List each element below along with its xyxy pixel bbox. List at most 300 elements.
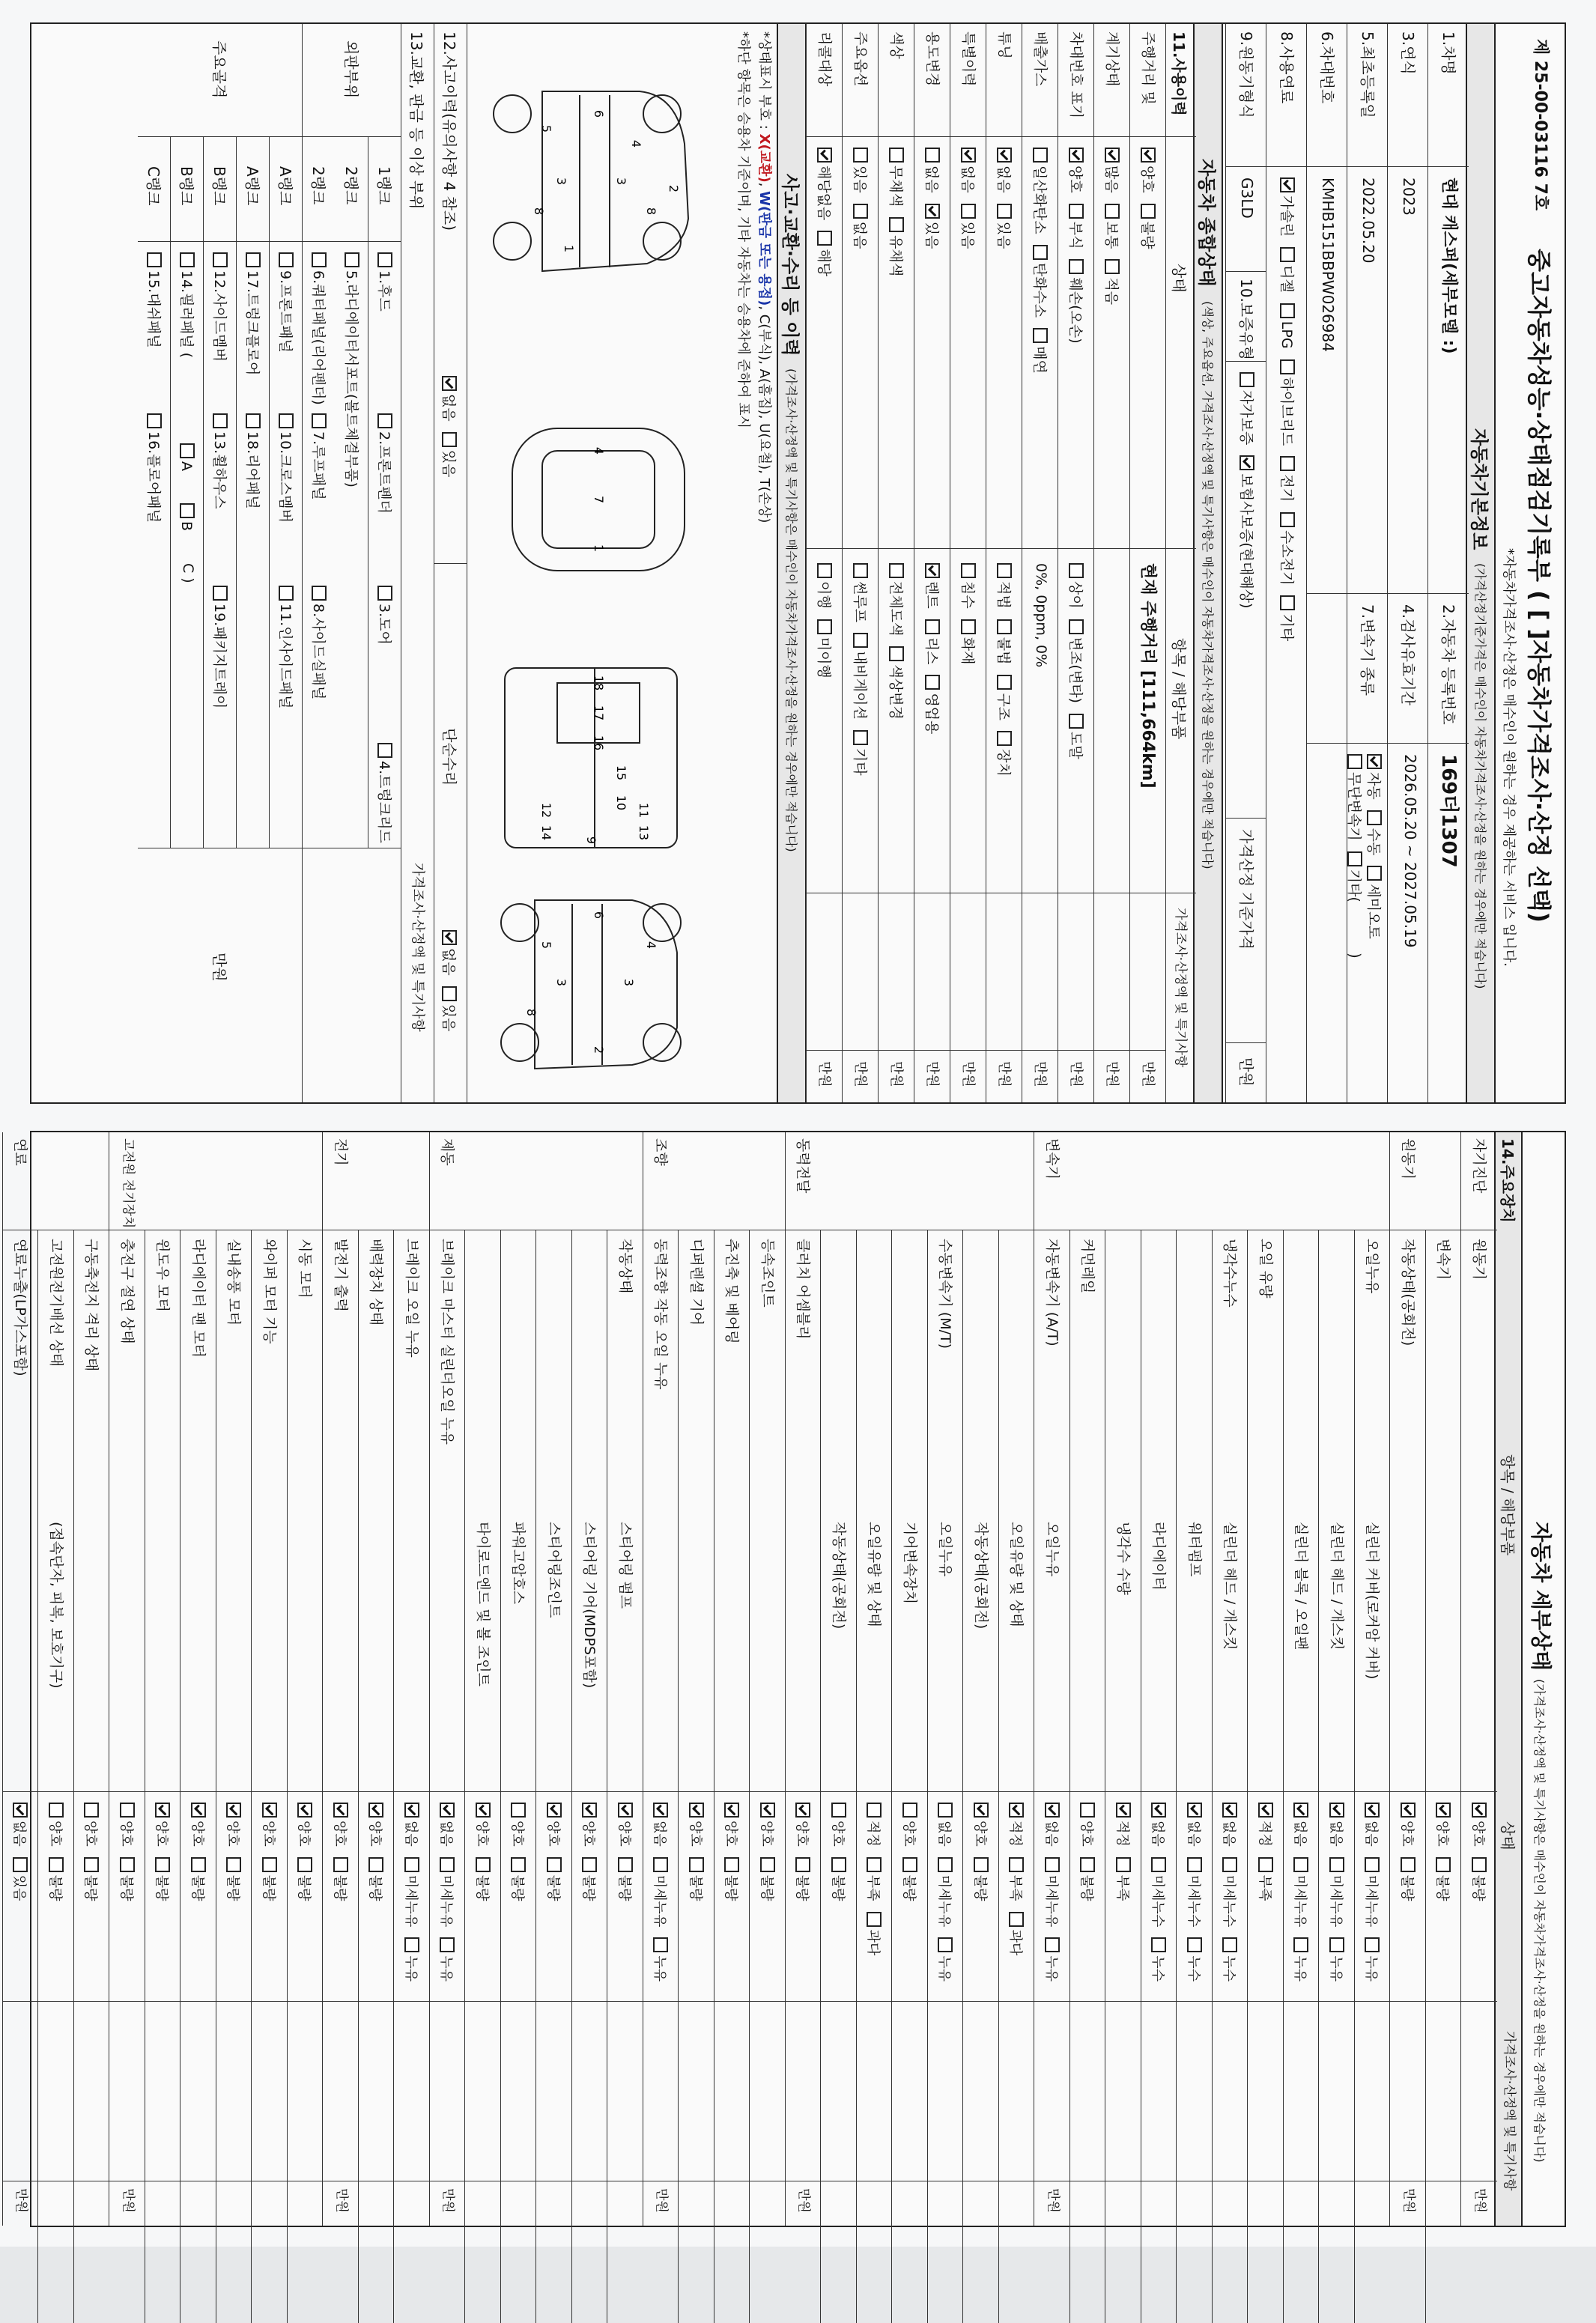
option-group [1140, 148, 1156, 259]
checkbox-icon[interactable] [1223, 1857, 1238, 1872]
checkbox-icon[interactable] [442, 986, 457, 1001]
row-divider [1069, 1230, 1070, 2323]
checkbox-icon[interactable] [227, 1857, 242, 1872]
checkbox-icon[interactable] [1347, 754, 1362, 769]
option-label: 적정 [1114, 1821, 1130, 1847]
checkbox-icon[interactable] [689, 1857, 704, 1872]
summary-header [1193, 24, 1223, 1102]
checkbox-icon[interactable] [1436, 1857, 1451, 1872]
checked-checkbox-icon[interactable] [760, 1803, 775, 1818]
checkbox-icon[interactable] [867, 1857, 882, 1872]
checked-checkbox-icon[interactable] [725, 1803, 740, 1818]
checkbox-icon[interactable] [1329, 1857, 1344, 1872]
checkbox-icon[interactable] [925, 148, 940, 163]
rank-label: B랭크 [177, 166, 195, 206]
unit-label: 만원 [654, 2188, 670, 2213]
checkbox-icon[interactable] [961, 204, 976, 219]
summary-row-label: 용도변경 [924, 31, 941, 87]
checked-checkbox-icon[interactable] [1069, 148, 1084, 163]
checkbox-icon[interactable] [180, 503, 195, 518]
checked-checkbox-icon[interactable] [1258, 1803, 1273, 1818]
option-label: 양호 [616, 1821, 632, 1847]
panel-item-label: 14.필러패널 ( [178, 270, 195, 359]
checked-checkbox-icon[interactable] [689, 1803, 704, 1818]
checkbox-icon[interactable] [512, 1857, 527, 1872]
checked-checkbox-icon[interactable] [333, 1803, 348, 1818]
option-label: 기타( [1346, 869, 1362, 902]
summary-row-label: 주요옵션 [852, 31, 869, 87]
checkbox-icon[interactable] [1069, 204, 1084, 219]
checked-checkbox-icon[interactable] [1141, 148, 1156, 163]
detail-item-label: 발전기 출력 [333, 1239, 349, 1312]
checked-checkbox-icon[interactable] [262, 1803, 277, 1818]
detail-item-label: 추진축 및 베어링 [723, 1239, 741, 1344]
detail-desc: (가격조사·산정액 및 특기사항은 매수인이 자동차가격조사·산정을 원하는 경우에만 적습니다) [1532, 1679, 1547, 2163]
checkbox-icon[interactable] [1105, 204, 1120, 219]
option [225, 1803, 241, 1847]
checked-checkbox-icon[interactable] [925, 204, 940, 219]
left-title: 중고자동차성능·상태점검기록부 ( [ ]자동차가격조사·산정 선택) [1525, 249, 1553, 923]
option [1079, 1857, 1095, 1901]
checkbox-icon[interactable] [377, 252, 392, 267]
option-label: 미세누유 [1043, 1874, 1059, 1928]
checkbox-icon[interactable] [120, 1857, 135, 1872]
option-label: 누수 [1221, 1955, 1237, 1982]
checkbox-icon[interactable] [1401, 1857, 1416, 1872]
legend-note: *하단 항목은 승용차 기준이며, 기타 자동차는 승용차에 준하여 표시 [735, 31, 751, 428]
basic-field-value: 2023 [1400, 177, 1418, 216]
checkbox-icon[interactable] [889, 217, 904, 232]
checkbox-icon[interactable] [180, 252, 195, 267]
option [510, 1803, 526, 1847]
checked-checkbox-icon[interactable] [961, 148, 976, 163]
checkbox-icon[interactable] [853, 563, 868, 578]
checkbox-icon[interactable] [1280, 247, 1295, 262]
checked-checkbox-icon[interactable] [440, 1803, 455, 1818]
option [1103, 259, 1120, 305]
row-divider [358, 1230, 359, 2323]
option-group [1329, 1803, 1344, 1992]
checked-checkbox-icon[interactable] [476, 1803, 491, 1818]
checkbox-icon[interactable] [246, 252, 261, 267]
checkbox-icon[interactable] [440, 1857, 455, 1872]
checked-checkbox-icon[interactable] [1472, 1803, 1487, 1818]
option [759, 1803, 774, 1847]
option-label: 양호 [759, 1821, 774, 1847]
checkbox-icon[interactable] [1187, 1937, 1202, 1952]
checkbox-icon[interactable] [442, 432, 457, 447]
checkbox-icon[interactable] [1187, 1857, 1202, 1872]
option [937, 1857, 953, 1928]
checkbox-icon[interactable] [1033, 148, 1048, 163]
checkbox-icon[interactable] [440, 1937, 455, 1952]
option [47, 1803, 63, 1847]
checkbox-icon[interactable] [867, 1912, 882, 1927]
option-label: 양호 [1067, 166, 1084, 193]
checkbox-icon[interactable] [1280, 512, 1295, 527]
panel-number-label: 4 [629, 139, 643, 148]
checkbox-icon[interactable] [997, 563, 1012, 578]
option [1435, 1857, 1451, 1901]
checkbox-icon[interactable] [13, 1857, 28, 1872]
detail-part-label: 오일누유 [937, 1522, 954, 1577]
checkbox-icon[interactable] [997, 204, 1012, 219]
row-divider [236, 136, 237, 848]
checked-checkbox-icon[interactable] [1223, 1803, 1238, 1818]
checkbox-icon[interactable] [1033, 328, 1048, 343]
checked-checkbox-icon[interactable] [298, 1803, 313, 1818]
option [368, 1857, 383, 1901]
checked-checkbox-icon[interactable] [1280, 177, 1295, 192]
checkbox-icon[interactable] [1045, 1857, 1060, 1872]
detail-item-label: 와이퍼 모터 기능 [261, 1239, 278, 1344]
checkbox-icon[interactable] [902, 1857, 917, 1872]
row-divider [180, 1230, 181, 2323]
checkbox-icon[interactable] [831, 1857, 846, 1872]
checkbox-icon[interactable] [1069, 563, 1084, 578]
option [1114, 1857, 1130, 1901]
checkbox-icon[interactable] [853, 148, 868, 163]
panel-item [179, 443, 195, 471]
checkbox-icon[interactable] [1240, 372, 1254, 387]
option-label: 있음 [440, 449, 457, 478]
checked-checkbox-icon[interactable] [442, 930, 457, 945]
checkbox-icon[interactable] [654, 1937, 669, 1952]
option-group [1366, 754, 1382, 950]
checkbox-icon[interactable] [796, 1857, 811, 1872]
price-basis-label: 가격산정 기준가격 [1237, 829, 1255, 950]
checkbox-icon[interactable] [889, 646, 904, 661]
checkbox-icon[interactable] [1347, 851, 1362, 866]
option [1328, 1857, 1344, 1928]
checkbox-icon[interactable] [1069, 714, 1084, 729]
option-label: 없음 [936, 1821, 953, 1847]
checked-checkbox-icon[interactable] [369, 1803, 384, 1818]
option-label: 불량 [580, 1874, 597, 1901]
checked-checkbox-icon[interactable] [1045, 1803, 1060, 1818]
checkbox-icon[interactable] [404, 1857, 419, 1872]
checkbox-icon[interactable] [279, 252, 294, 267]
option [1186, 1937, 1201, 1982]
detail-item-label: 배력장치 상태 [368, 1239, 385, 1326]
detail-part-label: 오일유량 및 상태 [866, 1522, 883, 1627]
checkbox-icon[interactable] [180, 443, 195, 458]
column-divider [1307, 743, 1388, 744]
rank-label: 1랭크 [375, 166, 393, 205]
checked-checkbox-icon[interactable] [1105, 148, 1120, 163]
option-label: 부족 [1007, 1874, 1024, 1901]
summary-row-label: 리콜대상 [816, 31, 833, 87]
checkbox-icon[interactable] [1472, 1857, 1487, 1872]
column-divider [434, 563, 467, 564]
detail-item-label: 동력조향 작동 오일 누유 [652, 1239, 670, 1390]
option-group [1365, 1803, 1380, 1992]
checkbox-icon[interactable] [377, 586, 392, 601]
checked-checkbox-icon[interactable] [547, 1803, 562, 1818]
checkbox-icon[interactable] [147, 252, 162, 267]
checkbox-icon[interactable] [476, 1857, 491, 1872]
option [1222, 1803, 1237, 1847]
panel-number-label: 8 [532, 207, 546, 216]
option [972, 1857, 988, 1901]
checkbox-icon[interactable] [1033, 245, 1048, 260]
basic-info-desc: (가격산정기준가격은 매수인이 자동차가격조사·산정을 원하는 경우에만 적습니다) [1473, 563, 1487, 989]
option [1150, 1937, 1166, 1982]
option [1365, 754, 1382, 800]
option [923, 619, 940, 665]
checked-checkbox-icon[interactable] [442, 376, 457, 391]
option-label: 없음 [652, 1821, 668, 1847]
checkbox-icon[interactable] [1294, 1857, 1309, 1872]
checkbox-icon[interactable] [961, 563, 976, 578]
checkbox-icon[interactable] [156, 1857, 171, 1872]
row-divider [2, 1132, 3, 2226]
checkbox-icon[interactable] [49, 1857, 64, 1872]
checkbox-icon[interactable] [213, 252, 228, 267]
row-divider [1319, 1230, 1320, 2323]
option-label: 양호 [296, 1821, 312, 1847]
option-group [688, 1803, 704, 1912]
option-group [653, 1803, 669, 1992]
checkbox-icon[interactable] [262, 1857, 277, 1872]
option [1435, 1803, 1451, 1847]
checkbox-icon[interactable] [889, 563, 904, 578]
option [1257, 1857, 1272, 1901]
checkbox-icon[interactable] [817, 563, 832, 578]
checkbox-icon[interactable] [925, 675, 940, 690]
option-label: 과다 [865, 1929, 882, 1956]
summary-row-label: 배출가스 [1032, 31, 1049, 87]
checkbox-icon[interactable] [853, 204, 868, 219]
checkbox-icon[interactable] [1280, 595, 1295, 610]
checkbox-icon[interactable] [85, 1803, 100, 1818]
checkbox-icon[interactable] [369, 1857, 384, 1872]
option-label: 없음 [1150, 1821, 1166, 1847]
option [959, 204, 976, 249]
checked-checkbox-icon[interactable] [191, 1803, 206, 1818]
checkbox-icon[interactable] [404, 1937, 419, 1952]
checked-checkbox-icon[interactable] [974, 1803, 989, 1818]
checkbox-icon[interactable] [618, 1857, 633, 1872]
row-divider [203, 136, 204, 848]
checkbox-icon[interactable] [938, 1803, 953, 1818]
checkbox-icon[interactable] [938, 1937, 953, 1952]
checkbox-icon[interactable] [49, 1803, 64, 1818]
row-divider [821, 1230, 822, 2323]
detail-item-label: 브레이크 오일 누유 [404, 1239, 420, 1358]
panel-item [146, 413, 162, 523]
checked-checkbox-icon[interactable] [1365, 1803, 1380, 1818]
option-label: 양호 [189, 1821, 205, 1847]
checkbox-icon[interactable] [1258, 1857, 1273, 1872]
option-group [1347, 754, 1362, 913]
checkbox-icon[interactable] [583, 1857, 598, 1872]
checked-checkbox-icon[interactable] [156, 1803, 171, 1818]
checkbox-icon[interactable] [1367, 810, 1382, 825]
checkbox-icon[interactable] [1081, 1803, 1096, 1818]
option-label: 없음 [11, 1821, 28, 1847]
checkbox-icon[interactable] [1116, 1857, 1131, 1872]
checkbox-icon[interactable] [1152, 1937, 1167, 1952]
checkbox-icon[interactable] [853, 633, 868, 648]
checkbox-icon[interactable] [1010, 1912, 1025, 1927]
checkbox-icon[interactable] [817, 619, 832, 634]
option-label: 이행 [816, 581, 832, 609]
panel-number-label: 4 [644, 941, 658, 950]
basic-info-header [1466, 24, 1496, 1102]
checkbox-icon[interactable] [1280, 303, 1295, 318]
option-group [938, 1803, 953, 1992]
checkbox-icon[interactable] [1294, 1937, 1309, 1952]
checkbox-icon[interactable] [213, 413, 228, 428]
checked-checkbox-icon[interactable] [1187, 1803, 1202, 1818]
option-label: 불량 [474, 1874, 490, 1901]
checkbox-icon[interactable] [191, 1857, 206, 1872]
checked-checkbox-icon[interactable] [1367, 754, 1382, 769]
checkbox-icon[interactable] [333, 1857, 348, 1872]
option-label: 없음 [923, 166, 940, 193]
checkbox-icon[interactable] [1010, 1857, 1025, 1872]
checkbox-icon[interactable] [889, 148, 904, 163]
checked-checkbox-icon[interactable] [997, 148, 1012, 163]
panel-number-label: 8 [524, 1008, 538, 1017]
checkbox-icon[interactable] [1365, 1937, 1380, 1952]
checkbox-icon[interactable] [312, 586, 327, 601]
checkbox-icon[interactable] [279, 413, 294, 428]
checkbox-icon[interactable] [147, 413, 162, 428]
checkbox-icon[interactable] [831, 1803, 846, 1818]
checkbox-icon[interactable] [817, 231, 832, 246]
option [1008, 1803, 1024, 1847]
option [1399, 1857, 1415, 1901]
option-label: 디젤 [1278, 265, 1295, 293]
option-label: 양호 [794, 1821, 810, 1847]
checkbox-icon[interactable] [1280, 456, 1295, 471]
checkbox-icon[interactable] [246, 413, 261, 428]
checkbox-icon[interactable] [760, 1857, 775, 1872]
option [972, 1803, 988, 1847]
row-divider [465, 1230, 466, 2323]
summary-desc: (색상, 주요옵션, 가격조사·산정액 및 특기사항은 매수인이 자동차가격조사·산정을 원하는 경우에만 적습니다) [1201, 301, 1215, 869]
option-group [1115, 1803, 1131, 1912]
checked-checkbox-icon[interactable] [1329, 1803, 1344, 1818]
checkbox-icon[interactable] [1069, 259, 1084, 274]
checkbox-icon[interactable] [85, 1857, 100, 1872]
option [403, 1803, 419, 1847]
checked-checkbox-icon[interactable] [817, 148, 832, 163]
checked-checkbox-icon[interactable] [796, 1803, 811, 1818]
checkbox-icon[interactable] [512, 1803, 527, 1818]
option-group [226, 1803, 242, 1912]
checked-checkbox-icon[interactable] [1240, 455, 1254, 470]
checkbox-icon[interactable] [997, 675, 1012, 690]
option-group [511, 1803, 527, 1912]
checked-checkbox-icon[interactable] [404, 1803, 419, 1818]
checkbox-icon[interactable] [1329, 1937, 1344, 1952]
checked-checkbox-icon[interactable] [654, 1803, 669, 1818]
checkbox-icon[interactable] [1141, 204, 1156, 219]
row-divider [1354, 1230, 1355, 2323]
checkbox-icon[interactable] [1105, 259, 1120, 274]
panel-item [278, 586, 294, 708]
option-label: 해당없음 [816, 166, 832, 221]
checked-checkbox-icon[interactable] [1010, 1803, 1025, 1818]
checkbox-icon[interactable] [1081, 1857, 1096, 1872]
checkbox-icon[interactable] [654, 1857, 669, 1872]
checkbox-icon[interactable] [120, 1803, 135, 1818]
checkbox-icon[interactable] [902, 1803, 917, 1818]
checkbox-icon[interactable] [1367, 866, 1382, 881]
option-group [1293, 1803, 1309, 1992]
checkbox-icon[interactable] [725, 1857, 740, 1872]
checked-checkbox-icon[interactable] [227, 1803, 242, 1818]
option-group [888, 148, 904, 287]
checkbox-icon[interactable] [312, 413, 327, 428]
summary-price-header: 가격조사·산정액 및 특기사항 [1173, 908, 1188, 1068]
option-label: 불량 [261, 1874, 276, 1901]
checkbox-icon[interactable] [961, 619, 976, 634]
checkbox-icon[interactable] [1365, 1857, 1380, 1872]
checkbox-icon[interactable] [345, 252, 359, 267]
checked-checkbox-icon[interactable] [618, 1803, 633, 1818]
checkbox-icon[interactable] [298, 1857, 313, 1872]
checkbox-icon[interactable] [312, 252, 327, 267]
unit-label: 만원 [1237, 1057, 1255, 1087]
checkbox-icon[interactable] [213, 586, 228, 601]
checkbox-icon[interactable] [377, 743, 392, 758]
checked-checkbox-icon[interactable] [925, 563, 940, 578]
checked-checkbox-icon[interactable] [1152, 1803, 1167, 1818]
panel-item [311, 413, 327, 500]
checked-checkbox-icon[interactable] [13, 1803, 28, 1818]
column-divider [138, 136, 401, 137]
checkbox-icon[interactable] [1280, 359, 1295, 374]
checked-checkbox-icon[interactable] [1401, 1803, 1416, 1818]
checked-checkbox-icon[interactable] [1436, 1803, 1451, 1818]
basic-field-label: 9.원동기형식 [1237, 31, 1255, 118]
checkbox-icon[interactable] [867, 1803, 882, 1818]
checkbox-icon[interactable] [938, 1857, 953, 1872]
row-divider [963, 1230, 964, 2323]
checkbox-icon[interactable] [925, 619, 940, 634]
checkbox-icon[interactable] [974, 1857, 989, 1872]
checkbox-icon[interactable] [279, 586, 294, 601]
checkbox-icon[interactable] [997, 731, 1012, 746]
checked-checkbox-icon[interactable] [1294, 1803, 1309, 1818]
option [440, 376, 457, 422]
checkbox-icon[interactable] [1069, 619, 1084, 634]
row-divider [1212, 1230, 1213, 2323]
checkbox-icon[interactable] [997, 619, 1012, 634]
option-group [475, 1803, 491, 1912]
checked-checkbox-icon[interactable] [1116, 1803, 1131, 1818]
option [816, 148, 832, 220]
checked-checkbox-icon[interactable] [583, 1803, 598, 1818]
checkbox-icon[interactable] [853, 730, 868, 745]
checkbox-icon[interactable] [377, 413, 392, 428]
checkbox-icon[interactable] [547, 1857, 562, 1872]
checkbox-icon[interactable] [1045, 1937, 1060, 1952]
option [887, 148, 904, 207]
unit-label: 만원 [960, 1061, 976, 1087]
option-group [297, 1803, 313, 1912]
panel-number-label: 17 [592, 705, 606, 721]
wheel-icon [501, 1024, 538, 1061]
checkbox-icon[interactable] [1223, 1937, 1238, 1952]
option [723, 1857, 739, 1901]
checkbox-icon[interactable] [1152, 1857, 1167, 1872]
rank-label: A랭크 [276, 166, 294, 206]
